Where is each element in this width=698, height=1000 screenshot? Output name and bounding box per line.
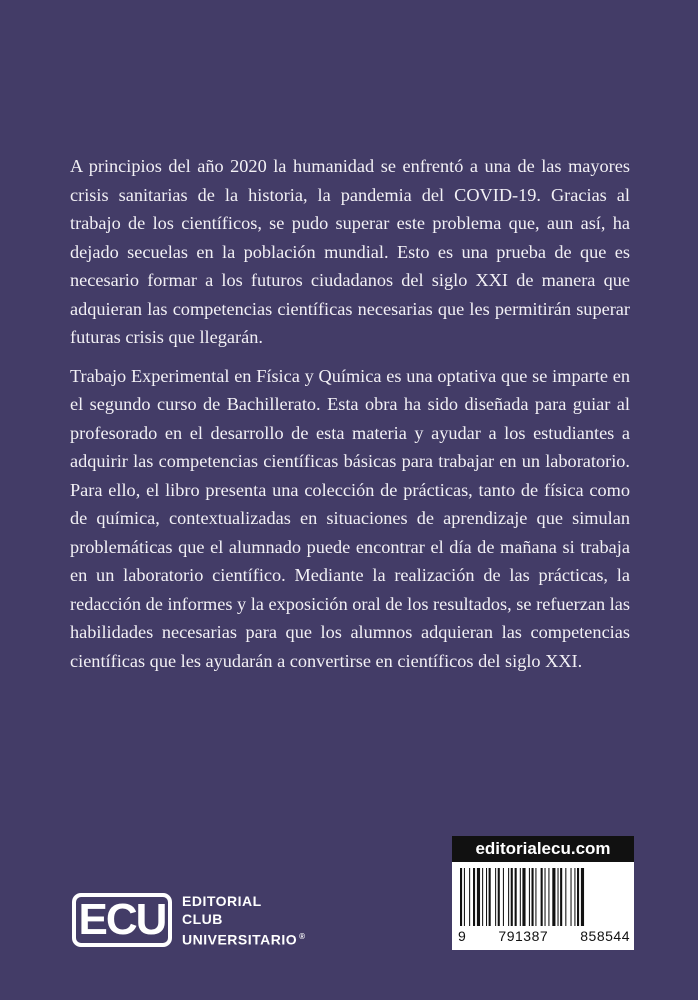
barcode-bar <box>508 868 509 926</box>
publisher-logo <box>72 892 306 949</box>
barcode-bar <box>515 868 517 926</box>
barcode-bar <box>545 868 546 926</box>
barcode-bar <box>552 868 555 926</box>
publisher-name <box>182 892 306 949</box>
barcode-bar <box>464 868 465 926</box>
barcode-bar <box>522 868 525 926</box>
paragraph-intro: A principios del año 2020 la humanidad se enfrentó a una de las mayores crisis sanitarias de la historia, la pandemia del COVID-19. Gracias al trabajo de los científicos, se pudo superar este problema que, aun así, ha dejado secuelas en la población mundial. Esto es una prueba de que es necesario formar a los futuros ciudadanos del siglo XXI de manera que adquieran las competencias científicas necesarias que les permitirán superar futuras crisis que llegarán. <box>70 156 630 347</box>
barcode-bar <box>565 868 566 926</box>
isbn-group-2: 858544 <box>580 928 630 944</box>
publisher-line-2: CLUB <box>182 911 223 927</box>
ecu-logo-mark: ECU <box>72 893 172 947</box>
barcode-bar <box>581 868 584 926</box>
barcode-bar <box>548 868 549 926</box>
barcode-bar <box>558 868 559 926</box>
barcode-bar <box>541 868 543 926</box>
publisher-line-1: EDITORIAL <box>182 893 262 909</box>
barcode-bar <box>482 868 483 926</box>
barcode-bar <box>511 868 513 926</box>
barcode-bar <box>477 868 480 926</box>
barcode-panel <box>452 836 634 950</box>
publisher-line-3: UNIVERSITARIO ® <box>182 931 306 948</box>
barcode-bar <box>529 868 530 926</box>
back-cover-text <box>70 152 630 685</box>
isbn-lead-digit: 9 <box>458 928 467 944</box>
barcode-bar <box>560 868 562 926</box>
publisher-url: editorialecu.com <box>452 836 634 862</box>
barcode-bar <box>503 868 504 926</box>
barcode-bar <box>489 868 491 926</box>
barcode-bar <box>486 868 487 926</box>
paragraph-description: Trabajo Experimental en Física y Química es una optativa que se imparte en el segundo curso de Bachillerato. Esta obra ha sido diseñada para guiar al profesorado en el desarrollo de esta materia y ayudar a los estudiantes a adquirir las competencias científicas básicas para trabajar en un laboratorio. Para ello, el libro presenta una colección de prácticas, tanto de física como de química, contextualizadas en situaciones de aprendizaje que simulan problemáticas que el alumnado puede encontrar el día de mañana si trabaja en un laboratorio científico. Mediante la realización de las prácticas, la redacción de informes y la exposición oral de los resultados, se refuerzan las habilidades necesarias para que los alumnos adquieran las competencias científicas que les ayudarán a convertirse en científicos del siglo XXI. <box>70 365 630 671</box>
isbn-group-1: 791387 <box>498 928 549 944</box>
barcode-bar <box>532 868 534 926</box>
barcode-bar <box>577 868 579 926</box>
barcode-bar <box>460 868 462 926</box>
isbn-digits <box>458 928 630 944</box>
barcode-bar <box>571 868 572 926</box>
barcode-bar <box>520 868 521 926</box>
isbn-barcode <box>460 868 626 926</box>
barcode-bar <box>469 868 470 926</box>
barcode-bar <box>574 868 575 926</box>
barcode-bar <box>498 868 500 926</box>
barcode-bar <box>535 868 536 926</box>
barcode-bar <box>473 868 475 926</box>
barcode-bar <box>495 868 496 926</box>
